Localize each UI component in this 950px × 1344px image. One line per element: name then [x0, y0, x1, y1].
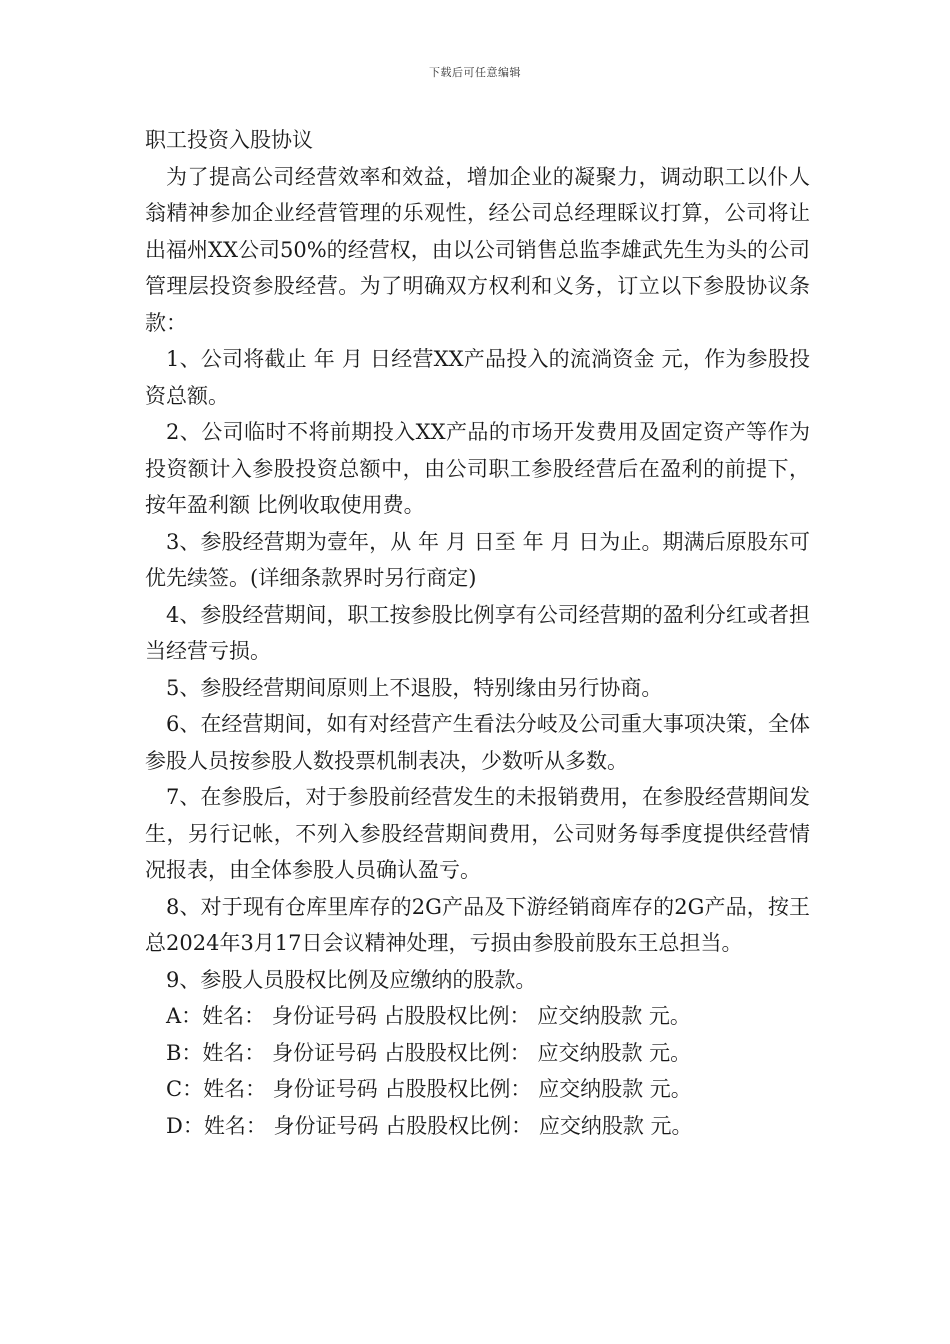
clause-9: 9、参股人员股权比例及应缴纳的股款。 [166, 967, 537, 992]
clause-7: 7、在参股后，对于参股前经营发生的未报销费用，在参股经营期间发生，另行记帐，不列入参股经营期间费用，公司财务每季度提供经营情况报表，由全体参股人员确认盈亏。 [145, 785, 810, 882]
intro-paragraph: 为了提高公司经营效率和效益，增加企业的凝聚力，调动职工以仆人翁精神参加企业经营管理的乐观性，经公司总经理睬议打算，公司将让出福州XX公司50%的经营权，由以公司销售总监李雄武先生为头的公司管理层投资参股经营。为了明确双方权利和义务，订立以下参股协议条款： [145, 164, 810, 335]
clause-4: 4、参股经营期间，职工按参股比例享有公司经营期的盈利分红或者担当经营亏损。 [145, 602, 810, 663]
page-header-note: 下载后可任意编辑 [429, 66, 521, 79]
clause-3: 3、参股经营期为壹年，从 年 月 日至 年 月 日为止。期满后原股东可优先续签。(详细条款界时另行商定) [145, 529, 810, 590]
shareholder-row-c: C：姓名： 身份证号码 占股股权比例： 应交纳股款 元。 [166, 1077, 692, 1101]
document-title: 职工投资入股协议 [145, 128, 313, 152]
clause-8: 8、对于现有仓库里库存的2G产品及下游经销商库存的2G产品，按王总2024年3月17日会议精神处理，亏损由参股前股东王总担当。 [145, 894, 810, 955]
shareholder-row-d: D：姓名： 身份证号码 占股股权比例： 应交纳股款 元。 [166, 1113, 693, 1138]
clause-2: 2、公司临时不将前期投入XX产品的市场开发费用及固定资产等作为投资额计入参股投资总额中，由公司职工参股经营后在盈利的前提下，按年盈利额 比例收取使用费。 [145, 420, 810, 517]
document-body [145, 122, 810, 1144]
clause-1: 1、公司将截止 年 月 日经营XX产品投入的流淌资金 元，作为参股投资总额。 [145, 347, 810, 408]
clause-6: 6、在经营期间，如有对经营产生看法分岐及公司重大事项决策，全体参股人员按参股人数投票机制表决，少数听从多数。 [145, 712, 810, 773]
shareholder-row-b: B：姓名： 身份证号码 占股股权比例： 应交纳股款 元。 [166, 1040, 692, 1065]
clause-5: 5、参股经营期间原则上不退股，特别缘由另行协商。 [166, 675, 663, 700]
shareholder-row-a: A：姓名： 身份证号码 占股股权比例： 应交纳股款 元。 [166, 1004, 691, 1028]
